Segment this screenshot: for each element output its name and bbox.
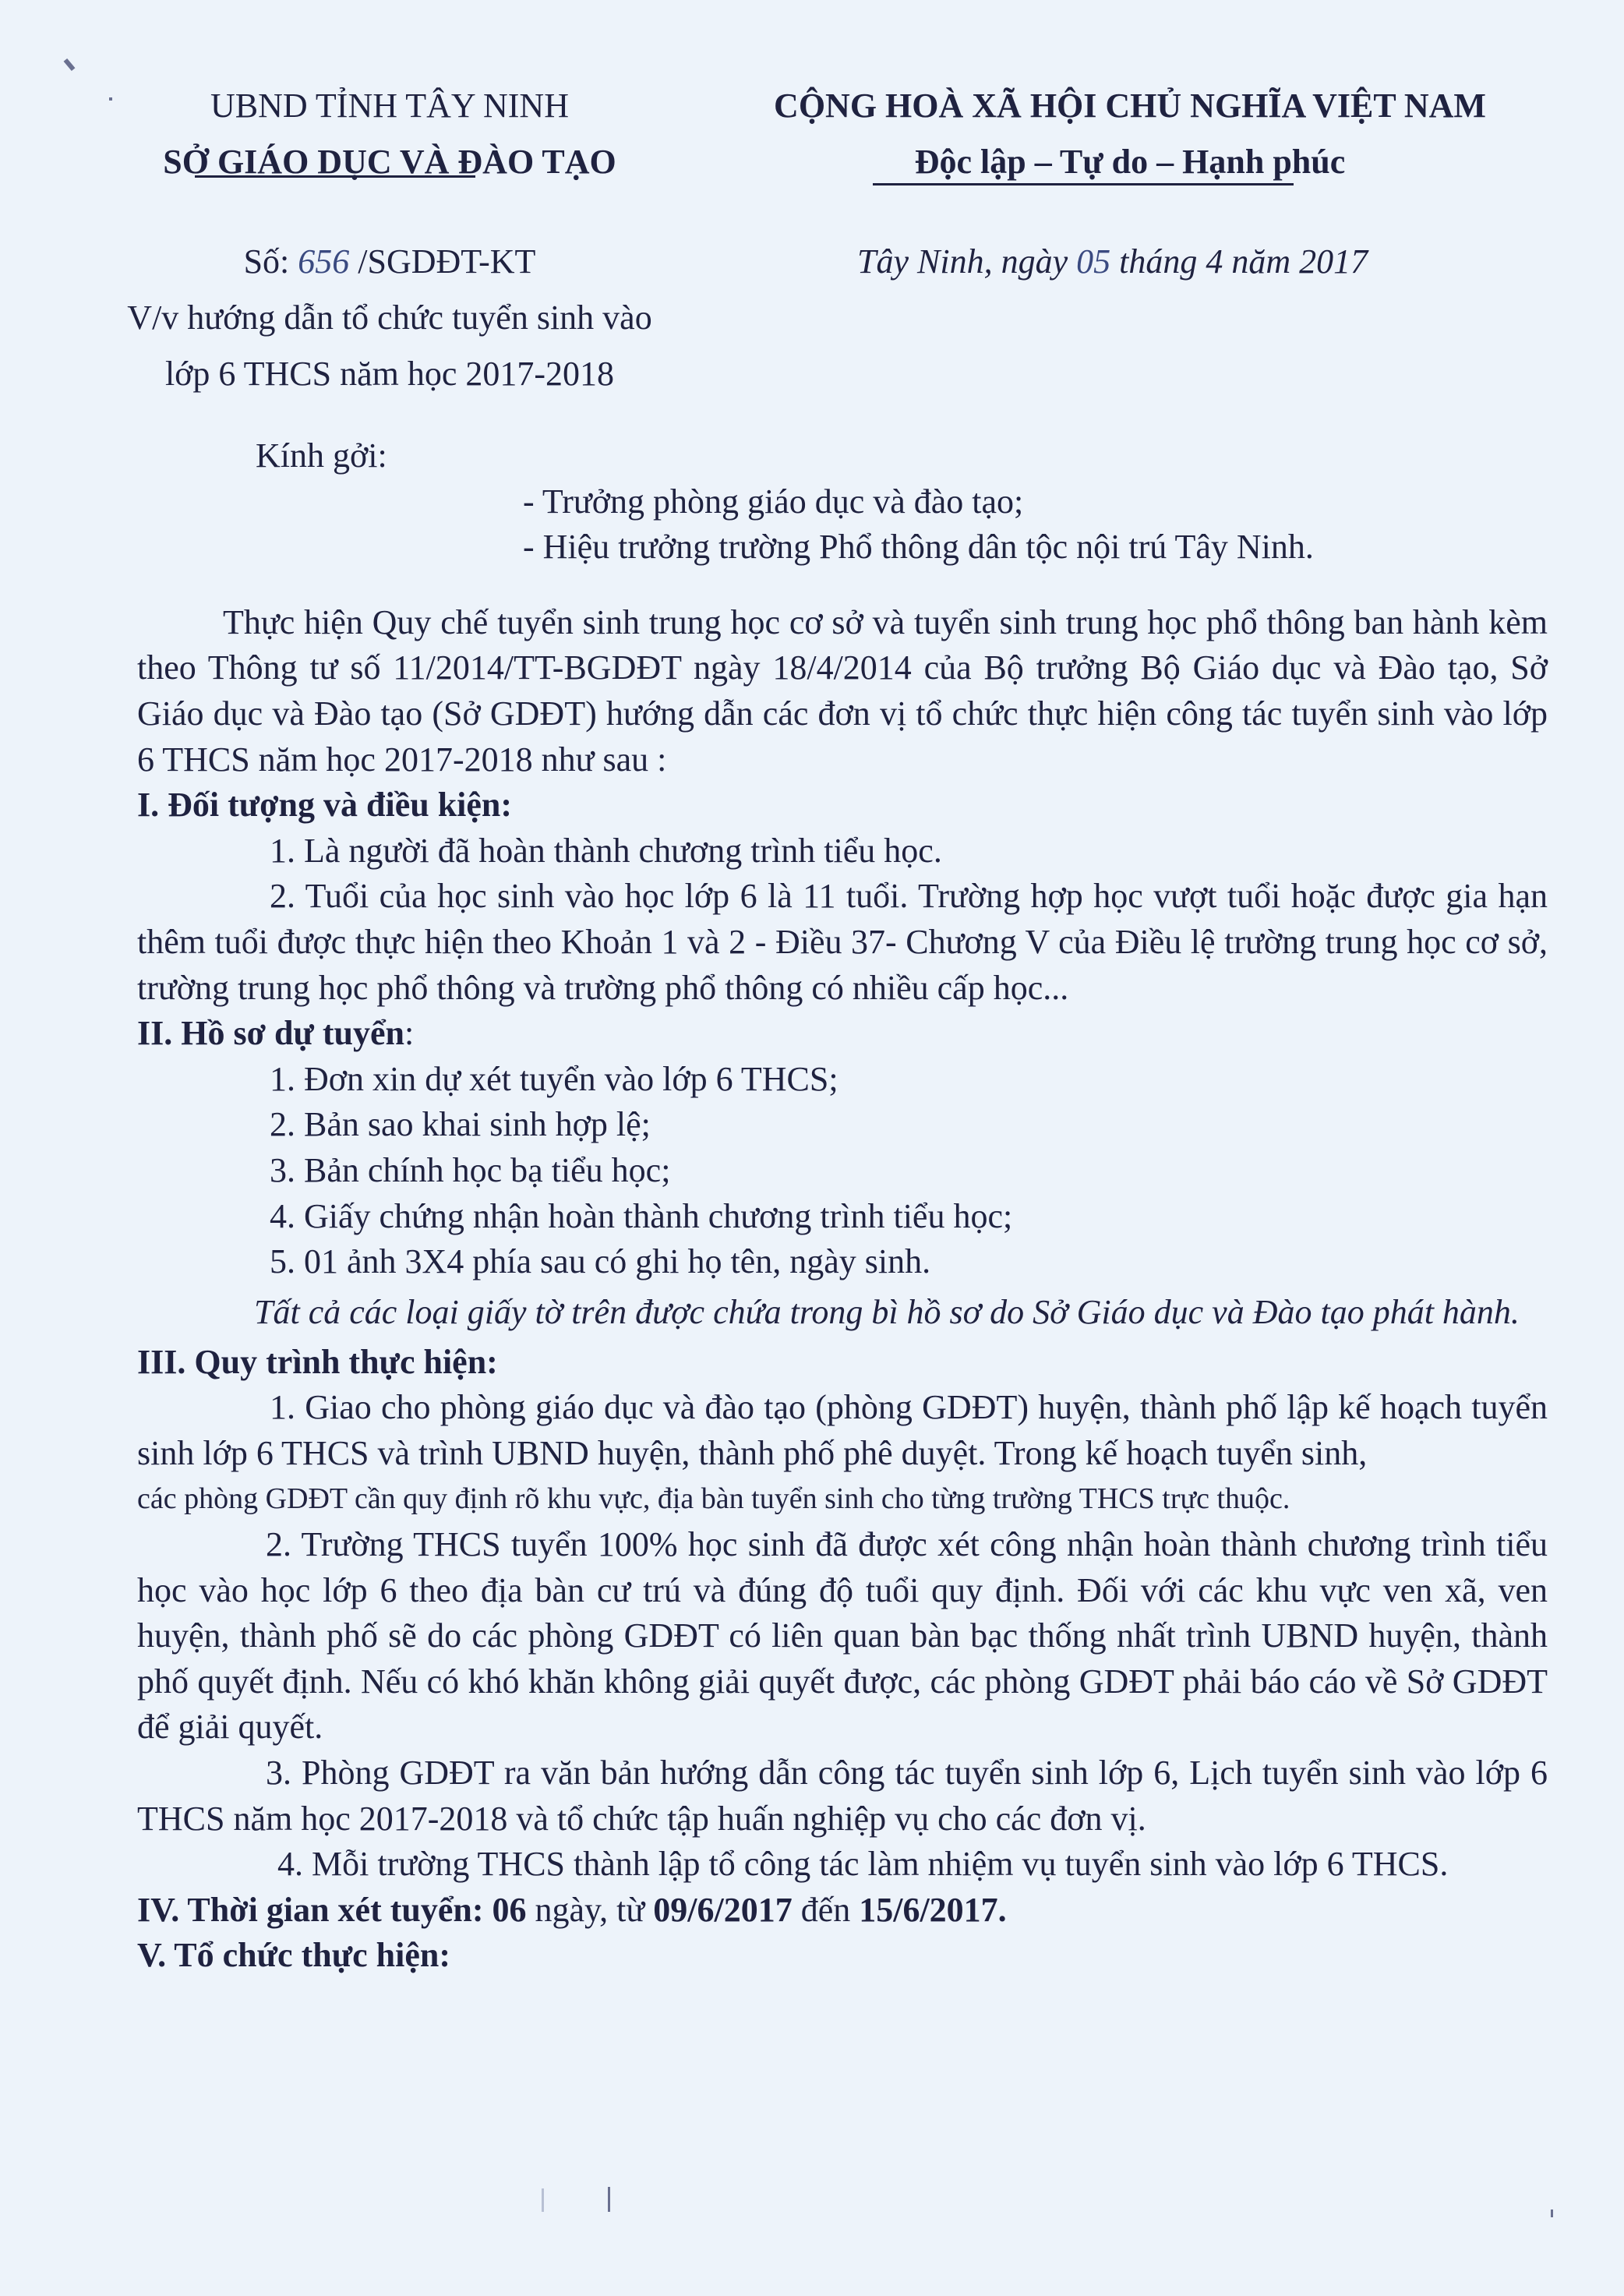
issuing-authority — [109, 78, 670, 190]
document-body — [137, 433, 1548, 1979]
subject-line-1: V/v hướng dẫn tổ chức tuyển sinh vào — [127, 298, 652, 337]
department-underline — [195, 175, 475, 178]
section-1-item: 1. Là người đã hoàn thành chương trình tiểu học. — [270, 831, 942, 870]
province-committee: UBND TỈNH TÂY NINH — [210, 87, 569, 125]
section-3-item-4: 4. Mỗi trường THCS thành lập tổ công tác làm nhiệm vụ tuyển sinh vào lớp 6 THCS. — [277, 1845, 1449, 1884]
section-2-item: 4. Giấy chứng nhận hoàn thành chương trình tiểu học; — [270, 1196, 1013, 1235]
section-1-item: 2. Tuổi của học sinh vào học lớp 6 là 11 tuổi. Trường hợp học vượt tuổi hoặc được gia hạn thêm tuổi được thực hiện theo Khoản 1 và 2 - Điều 37- Chương V của Điều lệ trường trung học cơ sở, trường trung học phổ thông và trường phổ thông có nhiều cấp học... — [137, 877, 1548, 1007]
section-5-title: V. Tổ chức thực hiện: — [137, 1936, 450, 1975]
handwritten-day: 05 — [1076, 242, 1111, 281]
scan-speck — [64, 58, 76, 71]
issue-date: Tây Ninh, ngày 05 tháng 4 năm 2017 — [857, 242, 1368, 281]
greeting: Kính gởi: — [256, 436, 387, 475]
handwritten-number: 656 — [298, 242, 350, 281]
section-2-note: Tất cả các loại giấy tờ trên được chứa trong bì hồ sơ do Sở Giáo dục và Đào tạo phát hành. — [254, 1292, 1520, 1331]
national-motto — [686, 78, 1574, 190]
country-name: CỘNG HOÀ XÃ HỘI CHỦ NGHĨA VIỆT NAM — [774, 87, 1486, 125]
recipient-item: - Trưởng phòng giáo dục và đào tạo; — [523, 482, 1024, 521]
scan-speck — [1551, 2209, 1553, 2217]
section-2-title: II. Hồ sơ dự tuyển: — [137, 1014, 415, 1053]
recipient-item: - Hiệu trưởng trường Phổ thông dân tộc nội trú Tây Ninh. — [523, 528, 1314, 567]
intro-paragraph: Thực hiện Quy chế tuyển sinh trung học cơ sở và tuyển sinh trung học phổ thông ban hành kèm theo Thông tư số 11/2014/TT-BGDĐT ngày 18/4/2014 của Bộ trưởng Bộ Giáo dục và Đào tạo, Sở Giáo dục và Đào tạo (Sở GDĐT) hướng dẫn các đơn vị tổ chức thực hiện công tác tuyển sinh vào lớp 6 THCS năm học 2017-2018 như sau : — [137, 602, 1548, 779]
scan-mark — [542, 2188, 544, 2212]
spacer — [137, 570, 1548, 600]
motto: Độc lập – Tự do – Hạnh phúc — [914, 143, 1346, 181]
motto-underline — [873, 183, 1294, 185]
subject-line-2: lớp 6 THCS năm học 2017-2018 — [164, 355, 615, 393]
section-2-item: 1. Đơn xin dự xét tuyển vào lớp 6 THCS; — [270, 1059, 838, 1098]
section-1-title: I. Đối tượng và điều kiện: — [137, 786, 513, 825]
section-2-item: 5. 01 ảnh 3X4 phía sau có ghi họ tên, ngày sinh. — [270, 1242, 931, 1281]
section-3-item-1: 1. Giao cho phòng giáo dục và đào tạo (phòng GDĐT) huyện, thành phố lập kế hoạch tuyển sinh lớp 6 THCS và trình UBND huyện, thành phố phê duyệt. Trong kế hoạch tuyển sinh, — [137, 1388, 1548, 1472]
scan-mark — [608, 2187, 610, 2212]
document-reference — [109, 234, 670, 402]
section-3-item-1-tail: các phòng GDĐT cần quy định rõ khu vực, địa bàn tuyển sinh cho từng trường THCS trực thuộc. — [137, 1482, 1290, 1516]
section-2-item: 3. Bản chính học bạ tiểu học; — [270, 1150, 671, 1189]
document-number: Số: 656 /SGDĐT-KT — [243, 242, 536, 281]
section-4: IV. Thời gian xét tuyển: 06 ngày, từ 09/6/2017 đến 15/6/2017. — [137, 1890, 1007, 1929]
section-2-item: 2. Bản sao khai sinh hợp lệ; — [270, 1105, 651, 1144]
scan-speck — [109, 97, 112, 101]
department-name: SỞ GIÁO DỤC VÀ ĐÀO TẠO — [163, 143, 616, 181]
section-3-item-2: 2. Trường THCS tuyển 100% học sinh đã được xét công nhận hoàn thành chương trình tiểu học vào học lớp 6 theo địa bàn cư trú và đúng độ tuổi quy định. Đối với các khu vực ven xã, ven huyện, thành phố sẽ do các phòng GDĐT có liên quan bàn bạc thống nhất trình UBND huyện, thành phố quyết định. Nếu có khó khăn không giải quyết được, các phòng GDĐT phải báo cáo về Sở GDĐT để giải quyết. — [137, 1525, 1548, 1747]
section-3-title: III. Quy trình thực hiện: — [137, 1342, 498, 1381]
section-3-item-3: 3. Phòng GDĐT ra văn bản hướng dẫn công tác tuyển sinh lớp 6, Lịch tuyển sinh vào lớp 6 THCS năm học 2017-2018 và tổ chức tập huấn nghiệp vụ cho các đơn vị. — [137, 1754, 1548, 1838]
